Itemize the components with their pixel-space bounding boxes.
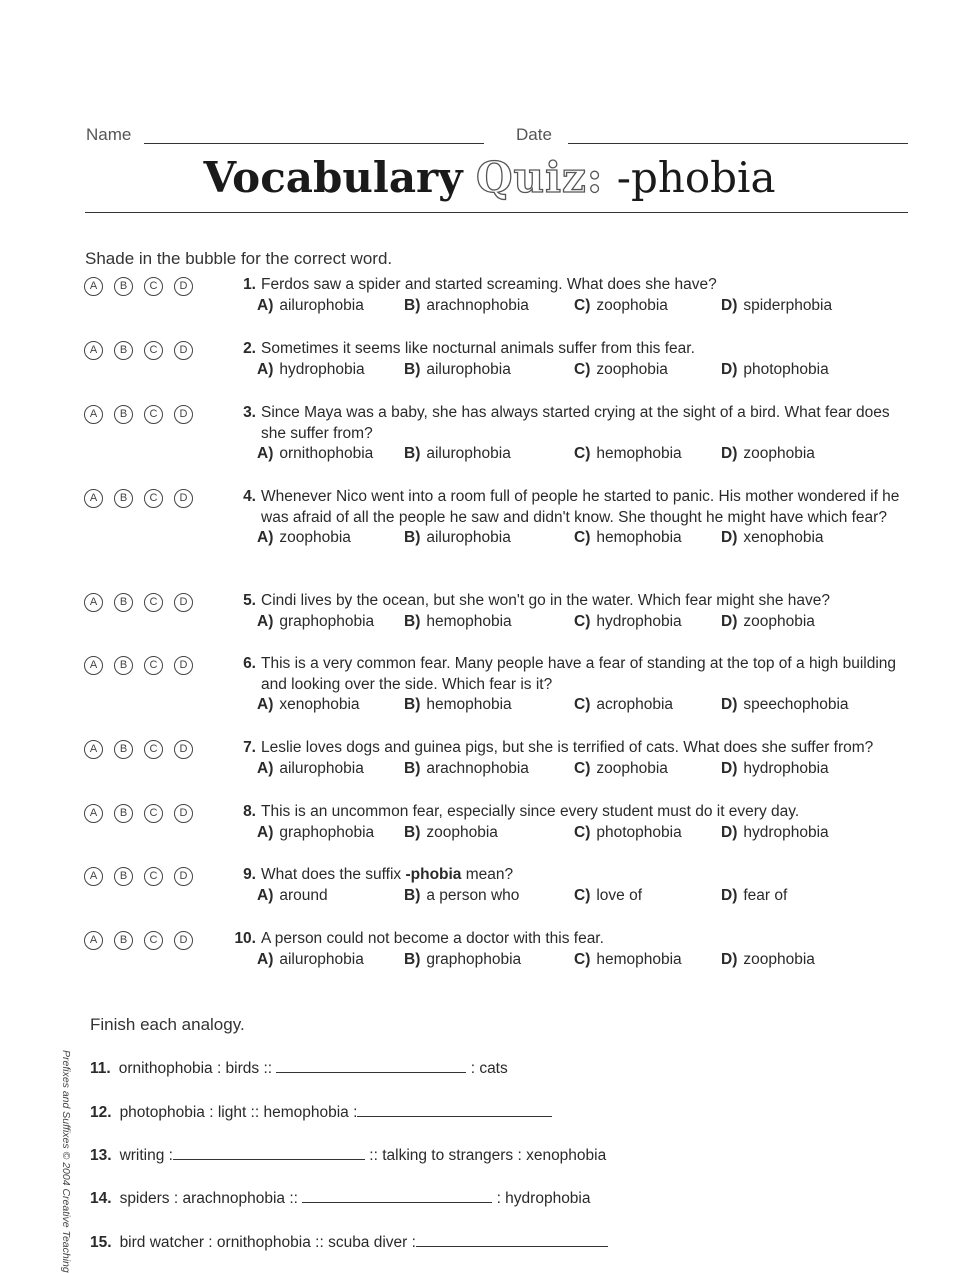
answer-option	[404, 296, 529, 317]
option-word: acrophobia	[596, 696, 674, 713]
analogy-text-before: writing :	[119, 1147, 173, 1164]
option-word: hydrophobia	[596, 612, 682, 630]
answer-option	[257, 528, 351, 549]
answer-bubble-a[interactable]: A	[84, 867, 103, 886]
question-text: Leslie loves dogs and guinea pigs, but she is terrified of cats. What does she suffer from?	[261, 739, 874, 756]
question-number: 8.	[243, 803, 256, 820]
question-text-bold: -phobia	[405, 866, 462, 883]
answer-options	[228, 823, 918, 844]
option-letter: A)	[257, 823, 274, 841]
answer-bubble-b[interactable]: B	[114, 593, 133, 612]
answer-bubbles	[84, 740, 193, 759]
option-letter: A)	[257, 529, 274, 546]
answer-bubbles	[84, 405, 193, 424]
option-letter: B)	[404, 886, 421, 904]
answer-options	[228, 759, 918, 780]
answer-bubble-b[interactable]: B	[114, 405, 133, 424]
option-word: graphophobia	[426, 950, 522, 968]
question-number: 2.	[243, 340, 256, 357]
answer-option	[257, 612, 374, 633]
option-word: graphophobia	[279, 823, 375, 841]
option-word: fear of	[743, 886, 788, 904]
title-word-quiz: Quiz:	[475, 153, 604, 202]
answer-option	[721, 612, 815, 633]
option-letter: B)	[404, 950, 421, 968]
option-word: hydrophobia	[743, 759, 829, 777]
option-word: hemophobia	[596, 445, 682, 462]
question-item	[228, 654, 918, 716]
answer-option	[404, 886, 519, 907]
question-item	[228, 487, 918, 549]
side-credit: Prefixes and Suffixes © 2004 Creative Teaching	[60, 1050, 72, 1273]
answer-bubbles	[84, 593, 193, 612]
question-row	[228, 738, 918, 759]
answer-bubble-d[interactable]: D	[174, 931, 193, 950]
answer-bubble-d[interactable]: D	[174, 804, 193, 823]
option-letter: C)	[574, 529, 591, 546]
question-number: 10.	[234, 930, 256, 947]
answer-bubble-a[interactable]: A	[84, 804, 103, 823]
option-word: photophobia	[596, 823, 682, 841]
answer-option	[574, 612, 682, 633]
option-word: photophobia	[743, 360, 829, 378]
question-row	[228, 403, 918, 444]
option-letter: D)	[721, 759, 738, 777]
analogy-number: 13.	[90, 1147, 112, 1164]
option-letter: C)	[574, 445, 591, 462]
answer-option	[574, 296, 668, 317]
option-word: hydrophobia	[279, 360, 365, 378]
answer-option	[574, 695, 673, 716]
answer-option	[574, 360, 668, 381]
analogy-text-after: : hydrophobia	[496, 1190, 591, 1207]
option-letter: A)	[257, 696, 274, 713]
answer-bubble-d[interactable]: D	[174, 740, 193, 759]
answer-bubble-a[interactable]: A	[84, 277, 103, 296]
option-letter: D)	[721, 445, 738, 462]
answer-option	[404, 444, 511, 465]
analogy-number: 14.	[90, 1190, 112, 1207]
question-number: 9.	[243, 866, 256, 883]
answer-option	[404, 759, 529, 780]
option-word: hemophobia	[596, 950, 682, 968]
question-item	[228, 802, 918, 843]
option-word: xenophobia	[743, 529, 824, 546]
answer-options	[228, 296, 918, 317]
answer-bubble-b[interactable]: B	[114, 740, 133, 759]
answer-bubble-c[interactable]: C	[144, 405, 163, 424]
option-word: a person who	[426, 886, 520, 904]
option-letter: B)	[404, 360, 421, 378]
question-item	[228, 738, 918, 779]
answer-option	[404, 528, 511, 549]
option-word: arachnophobia	[426, 296, 529, 314]
answer-option	[404, 612, 512, 633]
analogy-blank[interactable]	[173, 1145, 365, 1160]
option-word: zoophobia	[596, 759, 668, 777]
answer-bubbles	[84, 804, 193, 823]
answer-option	[721, 950, 815, 971]
option-word: zoophobia	[426, 823, 498, 841]
answer-bubble-b[interactable]: B	[114, 489, 133, 508]
option-letter: C)	[574, 360, 591, 378]
answer-bubble-a[interactable]: A	[84, 931, 103, 950]
option-letter: C)	[574, 759, 591, 777]
question-text: A person could not become a doctor with this fear.	[261, 930, 604, 947]
date-field[interactable]	[568, 143, 908, 144]
analogy-text-after: :: talking to strangers : xenophobia	[369, 1147, 607, 1164]
option-letter: A)	[257, 886, 274, 904]
answer-bubble-b[interactable]: B	[114, 867, 133, 886]
answer-bubble-d[interactable]: D	[174, 656, 193, 675]
option-letter: B)	[404, 823, 421, 841]
answer-option	[574, 823, 682, 844]
analogy-item	[90, 1058, 508, 1078]
option-word: spiderphobia	[743, 296, 833, 314]
option-word: ailurophobia	[426, 360, 511, 378]
question-number: 1.	[243, 276, 256, 293]
answer-options	[228, 444, 918, 465]
analogy-item	[90, 1145, 606, 1165]
answer-option	[404, 950, 521, 971]
option-letter: D)	[721, 886, 738, 904]
question-number: 6.	[243, 655, 256, 672]
answer-bubble-a[interactable]: A	[84, 405, 103, 424]
option-word: love of	[596, 886, 643, 904]
question-text: Sometimes it seems like nocturnal animals suffer from this fear.	[261, 340, 695, 357]
name-label: Name	[86, 125, 132, 144]
analogy-number: 12.	[90, 1104, 112, 1121]
answer-option	[257, 759, 364, 780]
answer-option	[721, 528, 824, 549]
analogy-blank[interactable]	[302, 1188, 492, 1203]
answer-bubble-c[interactable]: C	[144, 804, 163, 823]
option-word: hydrophobia	[743, 823, 829, 841]
answer-bubble-d[interactable]: D	[174, 867, 193, 886]
option-word: zoophobia	[596, 296, 668, 314]
answer-bubble-b[interactable]: B	[114, 931, 133, 950]
option-letter: C)	[574, 612, 591, 630]
option-letter: D)	[721, 950, 738, 968]
question-item	[228, 865, 918, 906]
answer-bubble-d[interactable]: D	[174, 489, 193, 508]
answer-options	[228, 612, 918, 633]
option-word: around	[279, 886, 328, 904]
option-word: zoophobia	[743, 950, 815, 968]
answer-option	[721, 444, 815, 465]
answer-option	[404, 360, 511, 381]
option-letter: C)	[574, 886, 591, 904]
analogy-text-before: photophobia : light :: hemophobia :	[119, 1104, 358, 1121]
question-item	[228, 275, 918, 316]
question-item	[228, 591, 918, 632]
question-text: Ferdos saw a spider and started screaming. What does she have?	[261, 276, 717, 293]
answer-option	[257, 296, 364, 317]
question-text: Since Maya was a baby, she has always started crying at the sight of a bird. What fear does she suffer from?	[261, 404, 890, 442]
analogy-blank[interactable]	[276, 1058, 466, 1073]
answer-bubble-d[interactable]: D	[174, 593, 193, 612]
answer-bubble-c[interactable]: C	[144, 740, 163, 759]
answer-bubble-b[interactable]: B	[114, 341, 133, 360]
answer-option	[257, 695, 360, 716]
question-number: 3.	[243, 404, 256, 421]
option-word: zoophobia	[743, 612, 815, 630]
option-letter: D)	[721, 612, 738, 630]
option-letter: C)	[574, 296, 591, 314]
answer-bubble-a[interactable]: A	[84, 593, 103, 612]
answer-option	[257, 444, 373, 465]
answer-bubble-c[interactable]: C	[144, 341, 163, 360]
answer-option	[721, 886, 787, 907]
question-text: Cindi lives by the ocean, but she won't go in the water. Which fear might she have?	[261, 592, 831, 609]
answer-option	[574, 528, 682, 549]
answer-option	[574, 950, 682, 971]
option-letter: B)	[404, 296, 421, 314]
option-letter: A)	[257, 296, 274, 314]
answer-options	[228, 886, 918, 907]
option-letter: C)	[574, 823, 591, 841]
question-row	[228, 929, 918, 950]
answer-bubble-c[interactable]: C	[144, 489, 163, 508]
question-row	[228, 487, 918, 528]
answer-option	[404, 823, 498, 844]
question-text: This is a very common fear. Many people have a fear of standing at the top of a high building and looking over the side. Which fear is it?	[261, 655, 897, 693]
question-row	[228, 802, 918, 823]
page-title	[0, 150, 979, 206]
option-letter: B)	[404, 612, 421, 630]
answer-bubble-d[interactable]: D	[174, 405, 193, 424]
question-number: 4.	[243, 488, 256, 505]
option-letter: C)	[574, 696, 591, 713]
answer-option	[721, 695, 849, 716]
answer-bubble-a[interactable]: A	[84, 489, 103, 508]
answer-bubbles	[84, 656, 193, 675]
option-letter: D)	[721, 696, 738, 713]
answer-option	[721, 360, 829, 381]
analogy-item	[90, 1102, 552, 1122]
question-number: 5.	[243, 592, 256, 609]
option-word: xenophobia	[279, 696, 360, 713]
answer-bubble-a[interactable]: A	[84, 740, 103, 759]
instructions: Shade in the bubble for the correct word.	[85, 249, 393, 268]
answer-bubble-c[interactable]: C	[144, 867, 163, 886]
answer-options	[228, 950, 918, 971]
question-item	[228, 403, 918, 465]
answer-bubble-b[interactable]: B	[114, 804, 133, 823]
question-row	[228, 339, 918, 360]
question-row	[228, 865, 918, 886]
analogy-text-before: spiders : arachnophobia ::	[119, 1190, 298, 1207]
question-row	[228, 275, 918, 296]
answer-option	[257, 360, 365, 381]
question-text-before: What does the suffix	[261, 866, 406, 883]
option-word: zoophobia	[743, 445, 815, 462]
analogy-blank[interactable]	[416, 1232, 608, 1247]
option-letter: A)	[257, 445, 274, 462]
option-word: zoophobia	[596, 360, 668, 378]
analogy-heading: Finish each analogy.	[90, 1015, 245, 1034]
analogy-text-after: : cats	[470, 1060, 508, 1077]
option-word: ailurophobia	[426, 529, 511, 546]
title-word-vocabulary: Vocabulary	[203, 153, 463, 202]
option-letter: A)	[257, 612, 274, 630]
option-letter: B)	[404, 529, 421, 546]
option-word: arachnophobia	[426, 759, 529, 777]
answer-option	[574, 444, 682, 465]
answer-option	[721, 823, 829, 844]
analogy-item	[90, 1188, 591, 1208]
option-letter: A)	[257, 360, 274, 378]
option-word: zoophobia	[279, 529, 351, 546]
answer-option	[257, 886, 328, 907]
option-letter: B)	[404, 759, 421, 777]
name-field[interactable]	[144, 143, 484, 144]
question-text: This is an uncommon fear, especially since every student must do it every day.	[261, 803, 800, 820]
option-word: ailurophobia	[426, 445, 511, 462]
option-word: hemophobia	[596, 529, 682, 546]
question-number: 7.	[243, 739, 256, 756]
option-word: ornithophobia	[279, 445, 374, 462]
analogy-blank[interactable]	[357, 1102, 552, 1117]
question-item	[228, 929, 918, 970]
question-text-after: mean?	[461, 866, 514, 883]
analogy-number: 15.	[90, 1234, 112, 1251]
option-word: hemophobia	[426, 696, 512, 713]
question-row	[228, 591, 918, 612]
option-letter: D)	[721, 529, 738, 546]
answer-bubble-c[interactable]: C	[144, 931, 163, 950]
date-label: Date	[516, 125, 552, 144]
answer-bubble-a[interactable]: A	[84, 341, 103, 360]
option-letter: A)	[257, 759, 274, 777]
answer-bubbles	[84, 277, 193, 296]
option-word: graphophobia	[279, 612, 375, 630]
answer-options	[228, 360, 918, 381]
question-text: Whenever Nico went into a room full of people he started to panic. His mother wondered if he was afraid of all the people he saw and didn't know. She thought he might have which fear?	[261, 488, 900, 526]
answer-bubble-c[interactable]: C	[144, 593, 163, 612]
question-row	[228, 654, 918, 695]
option-word: ailurophobia	[279, 950, 364, 968]
title-divider	[85, 212, 908, 213]
analogy-text-before: ornithophobia : birds ::	[118, 1060, 273, 1077]
answer-bubble-b[interactable]: B	[114, 277, 133, 296]
answer-bubble-c[interactable]: C	[144, 656, 163, 675]
analogy-item	[90, 1232, 608, 1252]
answer-options	[228, 528, 918, 549]
option-letter: B)	[404, 696, 421, 713]
answer-option	[721, 296, 832, 317]
option-letter: B)	[404, 445, 421, 462]
answer-bubble-d[interactable]: D	[174, 341, 193, 360]
answer-bubbles	[84, 489, 193, 508]
answer-option	[721, 759, 829, 780]
answer-bubble-a[interactable]: A	[84, 656, 103, 675]
option-letter: A)	[257, 950, 274, 968]
answer-option	[574, 886, 642, 907]
analogy-text-before: bird watcher : ornithophobia :: scuba diver :	[119, 1234, 416, 1251]
option-letter: C)	[574, 950, 591, 968]
answer-bubbles	[84, 341, 193, 360]
option-word: speechophobia	[743, 696, 849, 713]
option-letter: D)	[721, 823, 738, 841]
option-word: ailurophobia	[279, 296, 364, 314]
answer-bubble-b[interactable]: B	[114, 656, 133, 675]
answer-option	[257, 823, 374, 844]
answer-option	[574, 759, 668, 780]
answer-bubbles	[84, 867, 193, 886]
answer-options	[228, 695, 918, 716]
option-word: hemophobia	[426, 612, 512, 630]
answer-option	[404, 695, 512, 716]
answer-option	[257, 950, 364, 971]
answer-bubble-c[interactable]: C	[144, 277, 163, 296]
option-word: ailurophobia	[279, 759, 364, 777]
question-item	[228, 339, 918, 380]
answer-bubble-d[interactable]: D	[174, 277, 193, 296]
title-word-phobia: -phobia	[616, 153, 776, 202]
analogy-number: 11.	[90, 1060, 111, 1077]
option-letter: D)	[721, 296, 738, 314]
question-text	[261, 865, 918, 886]
option-letter: D)	[721, 360, 738, 378]
answer-bubbles	[84, 931, 193, 950]
